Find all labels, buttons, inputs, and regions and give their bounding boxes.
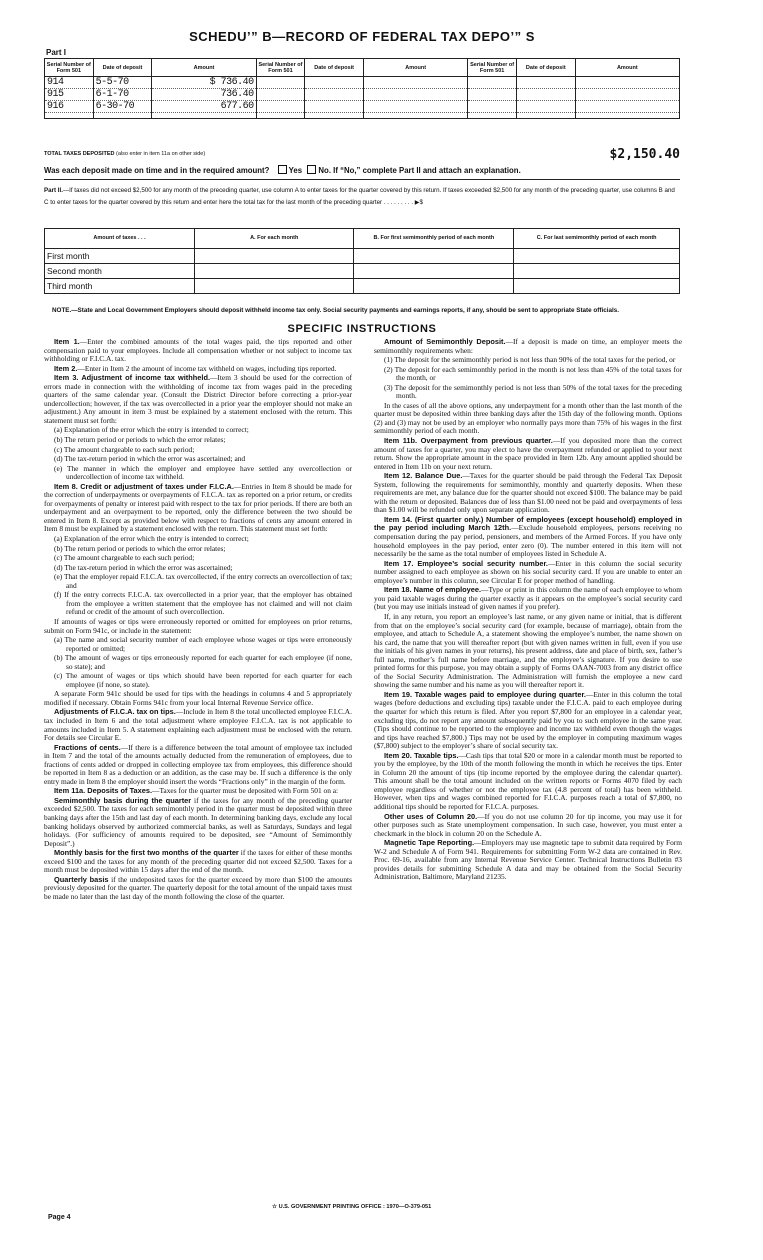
instruction-paragraph <box>44 787 352 796</box>
instruction-paragraph <box>374 752 682 812</box>
instruction-text: —Type or print in this column the name of each employee to whom you paid taxable wages during the quarter exactly as it appears on the employee’s social security card (but you may use initials instead of given names if you prefer). <box>374 585 682 612</box>
instruction-text: —Entries in Item 8 should be made for the correction of underpayments or overpayments of F.I.C.A. tax as reported on a prior return, or credits for overpayments of penalty or interest paid with respect to the tax for prior periods. If there are both an underpayment and an overpayment to be reported, only the difference between the two should be entered in Item 8. Except as provided below with respect to fractions of cents any amount entered in Item 8 must be explained by a statement enclosed with the return. This statement must set forth: <box>44 481 352 534</box>
instruction-text: If, in any return, you report an employee’s last name, or any given name or initial, that is different from that on the employee’s social security card (for example, because of marriage), obtain from the employee, and attach to Schedule A, a statement showing the employee’s number, the name shown on his card, the name that you will thereafter report (but with given names written in full, even if you use the initials of his given names in your returns), his present address, date and place of birth, sex, father’s full name, mother’s full name before marriage, and the employee’s signature. If you desire to use printed forms for this purpose, you may obtain a supply of Forms OAAN-7003 from any district office of the Social Security Administration. The Administration will furnish the employee a new card showing the same number and his name as you will thereafter report it. <box>374 611 682 690</box>
instruction-list-item: (c) The amount of wages or tips which should have been reported for each quarter for each employee (if none, so state). <box>54 671 352 689</box>
instruction-heading: Item 19. Taxable wages paid to employee during quarter. <box>384 689 586 699</box>
deposit-col-header: Date of deposit <box>516 59 575 77</box>
part2-text: —If taxes did not exceed $2,500 for any month of the preceding quarter, use column A to enter taxes for the quarter covered by this return. If taxes exceeded $2,500 for any month of the preceding quarter, use columns B and C to enter taxes for the quarter covered by this return and enter here the total tax for the last month of the preceding quarter . . . . . . . . . ▶$ <box>44 187 675 206</box>
instruction-heading: Item 11b. Overpayment from previous quarter. <box>384 436 553 446</box>
instruction-heading: Fractions of cents. <box>54 742 121 752</box>
instruction-text: if the taxes for any month of the preceding quarter exceeded $2,500. The taxes for each semimonthly period in the quarter must be deposited within three banking days after the 15th and last day of each month. In determining banking days, exclude any local banking holidays observed by authorized commercial banks, as well as Saturdays, Sundays and legal holidays. (For sufficiency of amounts required to be deposited, see “Amount of Semimonthly Deposit”.) <box>44 795 352 848</box>
deposit-col-header: Serial Number of Form 501 <box>45 59 94 77</box>
timely-deposit-question <box>44 165 680 175</box>
instruction-list-item: (a) Explanation of the error which the entry is intended to correct; <box>54 425 249 435</box>
serial-number-cell[interactable]: 916 <box>45 101 94 113</box>
instruction-text: —If you deposited more than the correct amount of taxes for a quarter, you may elect to have the overpayment refunded or applied to your next return. Show the appropriate amount in the space provided in Item 12b. Any amount applied should be entered in Item 11b on your next return. <box>374 436 683 471</box>
instruction-list-item: (d) The tax-return period in which the error was ascertained; <box>54 562 233 572</box>
instruction-paragraph <box>374 613 682 690</box>
tax-amount-field[interactable] <box>195 249 354 264</box>
instruction-heading: Adjustments of F.I.C.A. tax on tips. <box>54 707 176 717</box>
deposit-col-header: Amount <box>575 59 679 77</box>
serial-number-cell[interactable]: 914 <box>45 77 94 89</box>
serial-number-cell[interactable] <box>45 113 94 119</box>
no-checkbox[interactable] <box>307 165 316 174</box>
instruction-heading: Other uses of Column 20. <box>384 811 478 821</box>
serial-number-cell[interactable] <box>256 77 305 89</box>
totals-label: TOTAL TAXES DEPOSITED <box>44 151 115 157</box>
instruction-list-item: (3) The deposit for the semimonthly period is not less than 50% of the total taxes for the preceding month. <box>384 382 682 401</box>
serial-number-cell[interactable]: 915 <box>45 89 94 101</box>
instruction-heading: Item 17. Employee’s social security number. <box>384 558 548 568</box>
amount-cell[interactable] <box>575 101 679 113</box>
instruction-list-item: (b) The amount of wages or tips erroneously reported for each quarter for each employee (if none, so state); and <box>54 653 352 671</box>
serial-number-cell[interactable] <box>468 77 517 89</box>
deposit-col-header: Serial Number of Form 501 <box>256 59 305 77</box>
instruction-paragraph <box>374 472 682 515</box>
amount-cell[interactable] <box>364 113 468 119</box>
instruction-heading: Quarterly basis <box>54 874 109 884</box>
deposit-row <box>45 77 680 89</box>
instruction-text: —Cash tips that total $20 or more in a calendar month must be reported to you by the employee, by the 10th of the month following the month in which he receives the tips. Enter in Column 20 the amount of tips (tip income reported by the employee during the calendar quarter). This amount shall be the total amount included on the written reports or Forms 4070 filed by each employee regardless of whether or not the employee tax (4.8 percent of total) has been withheld. However, when tips and wages combined reported for F.I.C.A. purposes reach a total of $7,800, no additional tips should be reported for F.I.C.A. purposes. <box>374 750 682 811</box>
amount-cell[interactable]: $ 736.40 <box>152 77 256 89</box>
instructions-right-column <box>374 338 682 883</box>
part2-row <box>45 249 680 264</box>
question-text: Was each deposit made on time and in the required amount? <box>44 166 270 175</box>
deposit-col-header: Date of deposit <box>93 59 152 77</box>
part2-instructions <box>44 185 680 209</box>
deposit-date-cell[interactable]: 5-5-70 <box>93 77 152 89</box>
deposit-col-header: Amount <box>364 59 468 77</box>
instruction-text: —If there is a difference between the total amount of employee tax included in Item 7 and the total of the amounts actually deducted from the remuneration of employees, due to fractions of cents added or dropped in collecting employee tax from employees, this difference should be reported in Item 8 as a deduction or an addition, as the case may be. If such a difference is the only entry made in Item 8 the employer should insert the words “Fractions only” in the margin of the form. <box>44 742 352 786</box>
serial-number-cell[interactable] <box>256 113 305 119</box>
instruction-paragraph <box>374 839 682 882</box>
totals-row <box>44 147 680 162</box>
part2-col-header: A. For each month <box>195 229 354 249</box>
instruction-list-item: (c) The amount chargeable to each such period; <box>54 444 195 454</box>
serial-number-cell[interactable] <box>468 89 517 101</box>
tax-amount-field[interactable] <box>354 249 514 264</box>
instruction-text: —Exclude household employees, persons receiving no compensation during the pay period, pensioners, and members of the Armed Forces. If you have only household employees in the pay period, enter zero (0). The number entered in this item will not necessarily be the same as the total number of employees listed in Schedule A. <box>374 523 682 559</box>
amount-cell[interactable] <box>575 77 679 89</box>
yes-label: Yes <box>288 166 303 175</box>
serial-number-cell[interactable] <box>468 113 517 119</box>
instruction-paragraph <box>44 618 352 635</box>
amount-cell[interactable] <box>152 113 256 119</box>
deposit-row <box>45 101 680 113</box>
deposit-col-header: Serial Number of Form 501 <box>468 59 517 77</box>
serial-number-cell[interactable] <box>256 89 305 101</box>
deposit-date-cell[interactable] <box>516 89 575 101</box>
deposit-date-cell[interactable] <box>516 77 575 89</box>
instruction-text: If amounts of wages or tips were erroneously reported or omitted for employees on prior returns, submit on Form 941c, or include in the statement: <box>44 616 352 635</box>
instruction-text: —Enter in Item 2 the amount of income tax withheld on wages, including tips reported. <box>77 363 337 373</box>
instruction-text: —Taxes for the quarter should be paid through the Federal Tax Deposit System, following the requirements for semimonthly, monthly and quarterly deposits. When these requirements are met, any balance due for the quarter should not exceed $100. The balance may be paid with the return or deposited. Balances due of less than $1.00 need not be paid and overpayments of less than $1.00 will be refunded only upon separate application. <box>374 471 682 515</box>
instruction-list-item: (e) That the employer repaid F.I.C.A. tax overcollected, if the entry corrects an overcollection of tax; and <box>54 572 352 590</box>
instruction-text: In the cases of all the above options, any underpayment for a month other than the last month of the quarter must be deposited within three banking days after the 15th day of the following month. Options (2) and (3) may not be used by an employer who normally pays more than 75% of his wages in the first semimonthly period of each month. <box>374 400 682 436</box>
instruction-paragraph <box>374 560 682 586</box>
deposit-date-cell[interactable] <box>305 77 364 89</box>
instruction-paragraph <box>44 876 352 902</box>
deposit-date-cell[interactable] <box>93 113 152 119</box>
part2-col-header: Amount of taxes . . . <box>45 229 195 249</box>
tax-amount-field[interactable] <box>514 279 680 294</box>
amount-cell[interactable] <box>364 89 468 101</box>
instruction-heading: Item 8. Credit or adjustment of taxes under F.I.C.A. <box>54 481 234 491</box>
instruction-heading: Semimonthly basis during the quarter <box>54 795 192 805</box>
schedule-title: SCHEDU’” B—RECORD OF FEDERAL TAX DEPO’” S <box>189 29 535 44</box>
part2-label: Part II. <box>44 187 63 194</box>
instruction-list-item: (2) The deposit for each semimonthly period in the month is not less than 45% of the total taxes for the month, or <box>384 364 682 383</box>
gpo-imprint: ☆ U.S. GOVERNMENT PRINTING OFFICE : 1970—O-379-051 <box>272 1204 432 1210</box>
instruction-list-item: (b) The return period or periods to which the error relates; <box>54 435 226 445</box>
instruction-list-item: (d) The tax-return period in which the error was ascertained; and <box>54 454 246 464</box>
instruction-heading: Item 20. Taxable tips. <box>384 750 459 760</box>
instruction-list-item: (e) The manner in which the employer and employee have settled any overcollection or undercollection of income tax withheld. <box>54 463 352 482</box>
tax-amount-field[interactable] <box>514 264 680 279</box>
instruction-text: —Employers may use magnetic tape to submit data required by Form W-2 and Schedule A of Form 941. Requirements for submitting Form W-2 data are contained in Rev. Proc. 69-16, available from any Internal Revenue Service Center. Technical Instructions Bulletin #3 provides details for submitting Schedule A data and may be obtained from the Social Security Administration, Baltimore, Maryland 21235. <box>374 838 682 882</box>
deposit-date-cell[interactable]: 6-30-70 <box>93 101 152 113</box>
instruction-heading: Item 14. (First quarter only.) Number of employees (except household) employed in the pay period including March 12th. <box>374 514 682 533</box>
instruction-list-item: (f) If the entry corrects F.I.C.A. tax overcollected in a prior year, that the employer has obtained from the employee a written statement that the employee has not claimed and will not claim refund or credit of the amount of such overcollection. <box>54 590 352 617</box>
instruction-heading: Item 3. Adjustment of income tax withheld. <box>54 373 211 383</box>
instruction-list-item: (b) The return period or periods to which the error relates; <box>54 543 226 553</box>
instruction-text: —If you do not use column 20 for tip income, you may use it for other purposes such as State unemployment compensation. In such case, however, you must enter a checkmark in the block in column 20 on the Schedule A. <box>374 811 682 838</box>
part2-col-header: C. For last semimonthly period of each month <box>514 229 680 249</box>
instruction-list-item: (c) The amount chargeable to each such period; <box>54 553 195 563</box>
state-employers-note: NOTE.—State and Local Government Employers should deposit withheld income tax only. Social security payments and earnings reports, if any, should be sent to appropriate State officials. <box>52 307 619 314</box>
instruction-paragraph <box>44 365 352 374</box>
specific-instructions-title: SPECIFIC INSTRUCTIONS <box>287 323 437 335</box>
serial-number-cell[interactable] <box>256 101 305 113</box>
deposit-row <box>45 113 680 119</box>
instruction-text: —Item 3 should be used for the correction of errors made in connection with the withholding of income tax from wages paid in the preceding quarters of the same calendar year. (Consult the District Director before correcting a prior-year undercollection; however, if the tax was overcollected in a prior year the employer should not make an adjustment.) Any amount in item 3 must be explained by a statement enclosed with the return. This statement must set forth: <box>44 373 352 425</box>
instruction-paragraph <box>44 338 352 364</box>
instruction-text: A separate Form 941c should be used for tips with the headings in columns 4 and 5 appropriately modified if necessary. Obtain Forms 941c from your local Internal Revenue Service office. <box>44 689 352 707</box>
deposit-col-header: Date of deposit <box>305 59 364 77</box>
instruction-paragraph <box>44 797 352 848</box>
part2-row <box>45 264 680 279</box>
deposit-date-cell[interactable] <box>305 89 364 101</box>
tax-amount-field[interactable] <box>354 264 514 279</box>
instruction-heading: Monthly basis for the first two months of the quarter <box>54 848 239 858</box>
instruction-paragraph <box>374 813 682 839</box>
amount-cell[interactable] <box>575 89 679 101</box>
amount-cell[interactable] <box>575 113 679 119</box>
instruction-list-item: (a) Explanation of the error which the entry is intended to correct; <box>54 534 249 544</box>
instructions-left-column <box>44 338 352 902</box>
amount-cell[interactable]: 736.40 <box>152 89 256 101</box>
instruction-heading: Item 18. Name of employee. <box>384 585 482 595</box>
month-label: Third month <box>45 279 195 294</box>
instruction-paragraph <box>374 586 682 612</box>
totals-amount: $2,150.40 <box>609 147 680 162</box>
tax-amount-field[interactable] <box>195 279 354 294</box>
instruction-heading: Item 12. Balance Due. <box>384 471 463 481</box>
instruction-text: —Taxes for the quarter must be deposited with Form 501 on a: <box>152 786 339 796</box>
instruction-paragraph <box>374 338 682 355</box>
deposit-table <box>44 58 680 119</box>
instruction-paragraph <box>44 708 352 742</box>
instruction-paragraph <box>44 744 352 787</box>
instruction-text: —If a deposit is made on time, an employer meets the semimonthly requirements when: <box>374 337 682 355</box>
instruction-text: if the taxes for either of these months exceed $100 and the taxes for any month of the preceding quarter did not exceed $2,500. Taxes for a month must be deposited within 15 days after the end of the month. <box>44 848 352 875</box>
deposit-row <box>45 89 680 101</box>
instruction-heading: Amount of Semimonthly Deposit. <box>384 337 506 346</box>
instruction-paragraph <box>44 690 352 707</box>
amount-cell[interactable] <box>364 77 468 89</box>
yes-checkbox[interactable] <box>278 165 287 174</box>
part2-col-header: B. For first semimonthly period of each month <box>354 229 514 249</box>
tax-amount-field[interactable] <box>514 249 680 264</box>
instruction-paragraph <box>44 483 352 534</box>
totals-note: (also enter in item 11a on other side) <box>116 151 206 157</box>
instruction-paragraph <box>374 516 682 559</box>
month-label: Second month <box>45 264 195 279</box>
instruction-text: if the undeposited taxes for the quarter exceed by more than $100 the amounts previously deposited for the quarter. The quarterly deposit for the total amount of the unpaid taxes must be made no later than the last day of the month following the close of the quarter. <box>44 874 352 901</box>
amount-cell[interactable] <box>364 101 468 113</box>
part1-label: Part I <box>46 48 67 57</box>
instruction-heading: Item 2. <box>54 363 78 373</box>
deposit-date-cell[interactable]: 6-1-70 <box>93 89 152 101</box>
serial-number-cell[interactable] <box>468 101 517 113</box>
instruction-heading: Item 11a. Deposits of Taxes. <box>54 786 153 796</box>
no-label: No. If “No,” complete Part II and attach an explanation. <box>318 166 521 175</box>
month-label: First month <box>45 249 195 264</box>
deposit-date-cell[interactable] <box>516 101 575 113</box>
instruction-text: —Enter in this column the total wages (before deductions and excluding tips) taxable under the F.I.C.A. paid to each employee during the quarter for which this return is filed. After you report $7,800 for an employee in a calendar year, excluding tips, do not report any amount subsequently paid by you to such employee in the same year. (Tips should continue to be reported to the employee and income tax withheld even though the wages and tips have reached $7,800.) Tips may not be used by the employer in computing maximum wages ($7,800) subject to the employer’s share of social security tax. <box>374 689 682 751</box>
amount-cell[interactable]: 677.60 <box>152 101 256 113</box>
deposit-col-header: Amount <box>152 59 256 77</box>
instruction-text: —Enter in this column the social security number assigned to each employee as shown on his social security card. If you are unable to enter an employee’s number in this column, see Circular E for proper method of handling. <box>374 558 682 585</box>
part2-table <box>44 228 680 294</box>
instruction-text: —Include in Item 8 the total uncollected employee F.I.C.A. tax included in Item 6 and the total adjustment where employee F.I.C.A. tax is not applicable to amounts included in Item 5. A statement explaining each adjustment must be enclosed with the return. For details see Circular E. <box>44 707 352 743</box>
tax-amount-field[interactable] <box>354 279 514 294</box>
instruction-heading: Item 1. <box>54 337 80 346</box>
deposit-date-cell[interactable] <box>305 101 364 113</box>
divider <box>44 179 680 180</box>
page-number: Page 4 <box>48 1214 71 1221</box>
deposit-date-cell[interactable] <box>305 113 364 119</box>
tax-amount-field[interactable] <box>195 264 354 279</box>
instruction-paragraph <box>374 437 682 471</box>
instruction-list-item: (a) The name and social security number of each employee whose wages or tips were erroneously reported or omitted; <box>54 635 352 653</box>
instruction-paragraph <box>374 402 682 436</box>
instruction-heading: Magnetic Tape Reporting. <box>384 838 475 848</box>
instruction-paragraph <box>44 849 352 875</box>
deposit-date-cell[interactable] <box>516 113 575 119</box>
instruction-text: —Enter the combined amounts of the total wages paid, the tips reported and other compensation paid to your employees. Include all compensation whether or not subject to income tax withholding or F.I.C.A. tax. <box>44 337 352 364</box>
instruction-list-item: (1) The deposit for the semimonthly period is not less than 90% of the total taxes for the period, or <box>384 355 676 365</box>
part2-row <box>45 279 680 294</box>
instruction-paragraph <box>374 691 682 751</box>
instruction-paragraph <box>44 374 352 425</box>
